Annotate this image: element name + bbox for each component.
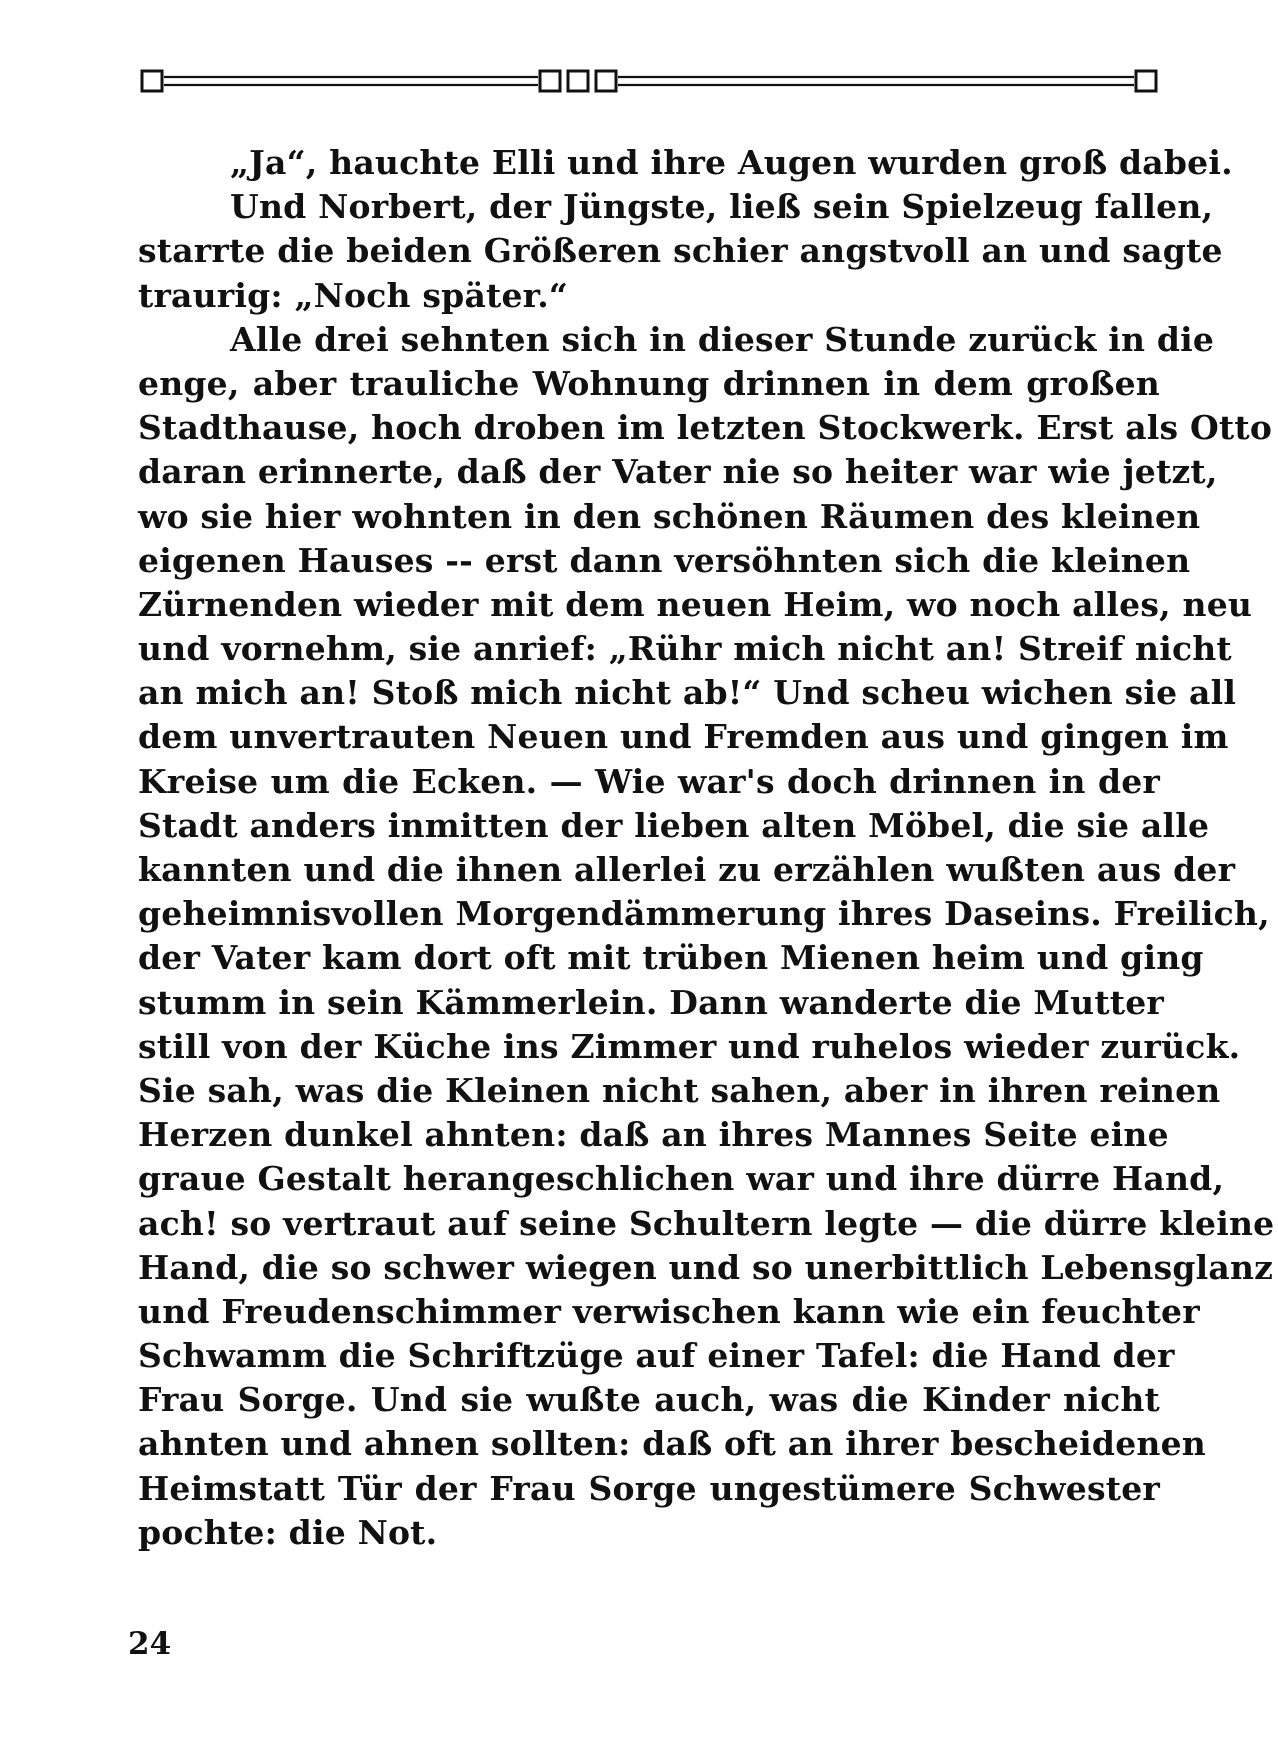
ornament-center-square-3 [596, 71, 616, 91]
text-line-18: geheimnisvollen Morgendämmerung ihres Daseins. Freilich, [138, 894, 1270, 934]
text-line-30: ahnten und ahnen sollten: daß oft an ihrer bescheidenen [138, 1424, 1206, 1464]
text-line-7: Stadthause, hoch droben im letzten Stockwerk. Erst als Otto [138, 408, 1273, 448]
text-line-23: Herzen dunkel ahnten: daß an ihres Mannes Seite eine [138, 1115, 1169, 1155]
text-line-5: Alle drei sehnten sich in dieser Stunde zurück in die [230, 319, 1215, 359]
ornament-center-square-2 [568, 71, 588, 91]
text-line-1: „Ja“, hauchte Elli und ihre Augen wurden groß dabei. [230, 143, 1233, 182]
text-line-2: Und Norbert, der Jüngste, ließ sein Spielzeug fallen, [230, 187, 1214, 227]
text-line-8: daran erinnerte, daß der Vater nie so heiter war wie jetzt, [138, 452, 1218, 492]
text-line-11: Zürnenden wieder mit dem neuen Heim, wo noch alles, neu [138, 584, 1253, 624]
text-line-29: Frau Sorge. Und sie wußte auch, was die Kinder nicht [138, 1380, 1160, 1420]
text-line-12: und vornehm, sie anrief: „Rühr mich nicht an! Streif nicht [138, 629, 1232, 669]
header-ornament [140, 68, 1158, 100]
text-line-3: starrte die beiden Größeren schier angstvoll an und sagte [138, 231, 1223, 271]
ornament-right-square [1136, 71, 1156, 91]
text-line-9: wo sie hier wohnten in den schönen Räumen des kleinen [138, 496, 1201, 536]
text-line-13: an mich an! Stoß mich nicht ab!“ Und scheu wichen sie all [138, 673, 1237, 713]
text-line-14: dem unvertrauten Neuen und Fremden aus und gingen im [138, 717, 1229, 757]
text-line-4: traurig: „Noch später.“ [138, 275, 569, 315]
text-line-26: Hand, die so schwer wiegen und so unerbittlich Lebensglanz [138, 1247, 1274, 1287]
text-line-25: ach! so vertraut auf seine Schultern legte — die dürre kleine [138, 1203, 1275, 1243]
text-line-32: pochte: die Not. [138, 1512, 438, 1552]
text-line-28: Schwamm die Schriftzüge auf einer Tafel: die Hand der [138, 1336, 1175, 1376]
text-line-6: enge, aber trauliche Wohnung drinnen in dem großen [138, 363, 1160, 403]
page-number: 24 [128, 1626, 172, 1662]
text-line-24: graue Gestalt herangeschlichen war und ihre dürre Hand, [138, 1159, 1225, 1199]
text-line-27: und Freudenschimmer verwischen kann wie ein feuchter [138, 1291, 1200, 1331]
text-line-17: kannten und die ihnen allerlei zu erzählen wußten aus der [138, 850, 1236, 889]
ornament-center-square-1 [540, 71, 560, 91]
text-line-20: stumm in sein Kämmerlein. Dann wanderte die Mutter [138, 982, 1164, 1022]
text-line-22: Sie sah, was die Kleinen nicht sahen, aber in ihren reinen [138, 1070, 1221, 1110]
text-line-21: still von der Küche ins Zimmer und ruhelos wieder zurück. [138, 1026, 1241, 1066]
text-line-31: Heimstatt Tür der Frau Sorge ungestümere Schwester [138, 1468, 1160, 1508]
text-line-19: der Vater kam dort oft mit trüben Mienen heim und ging [138, 938, 1204, 978]
ornament-left-square [142, 71, 162, 91]
text-line-15: Kreise um die Ecken. — Wie war's doch drinnen in der [138, 761, 1160, 801]
body-text [138, 141, 1275, 1555]
text-line-16: Stadt anders inmitten der lieben alten Möbel, die sie alle [138, 805, 1210, 845]
text-line-10: eigenen Hauses -- erst dann versöhnten sich die kleinen [138, 540, 1191, 580]
